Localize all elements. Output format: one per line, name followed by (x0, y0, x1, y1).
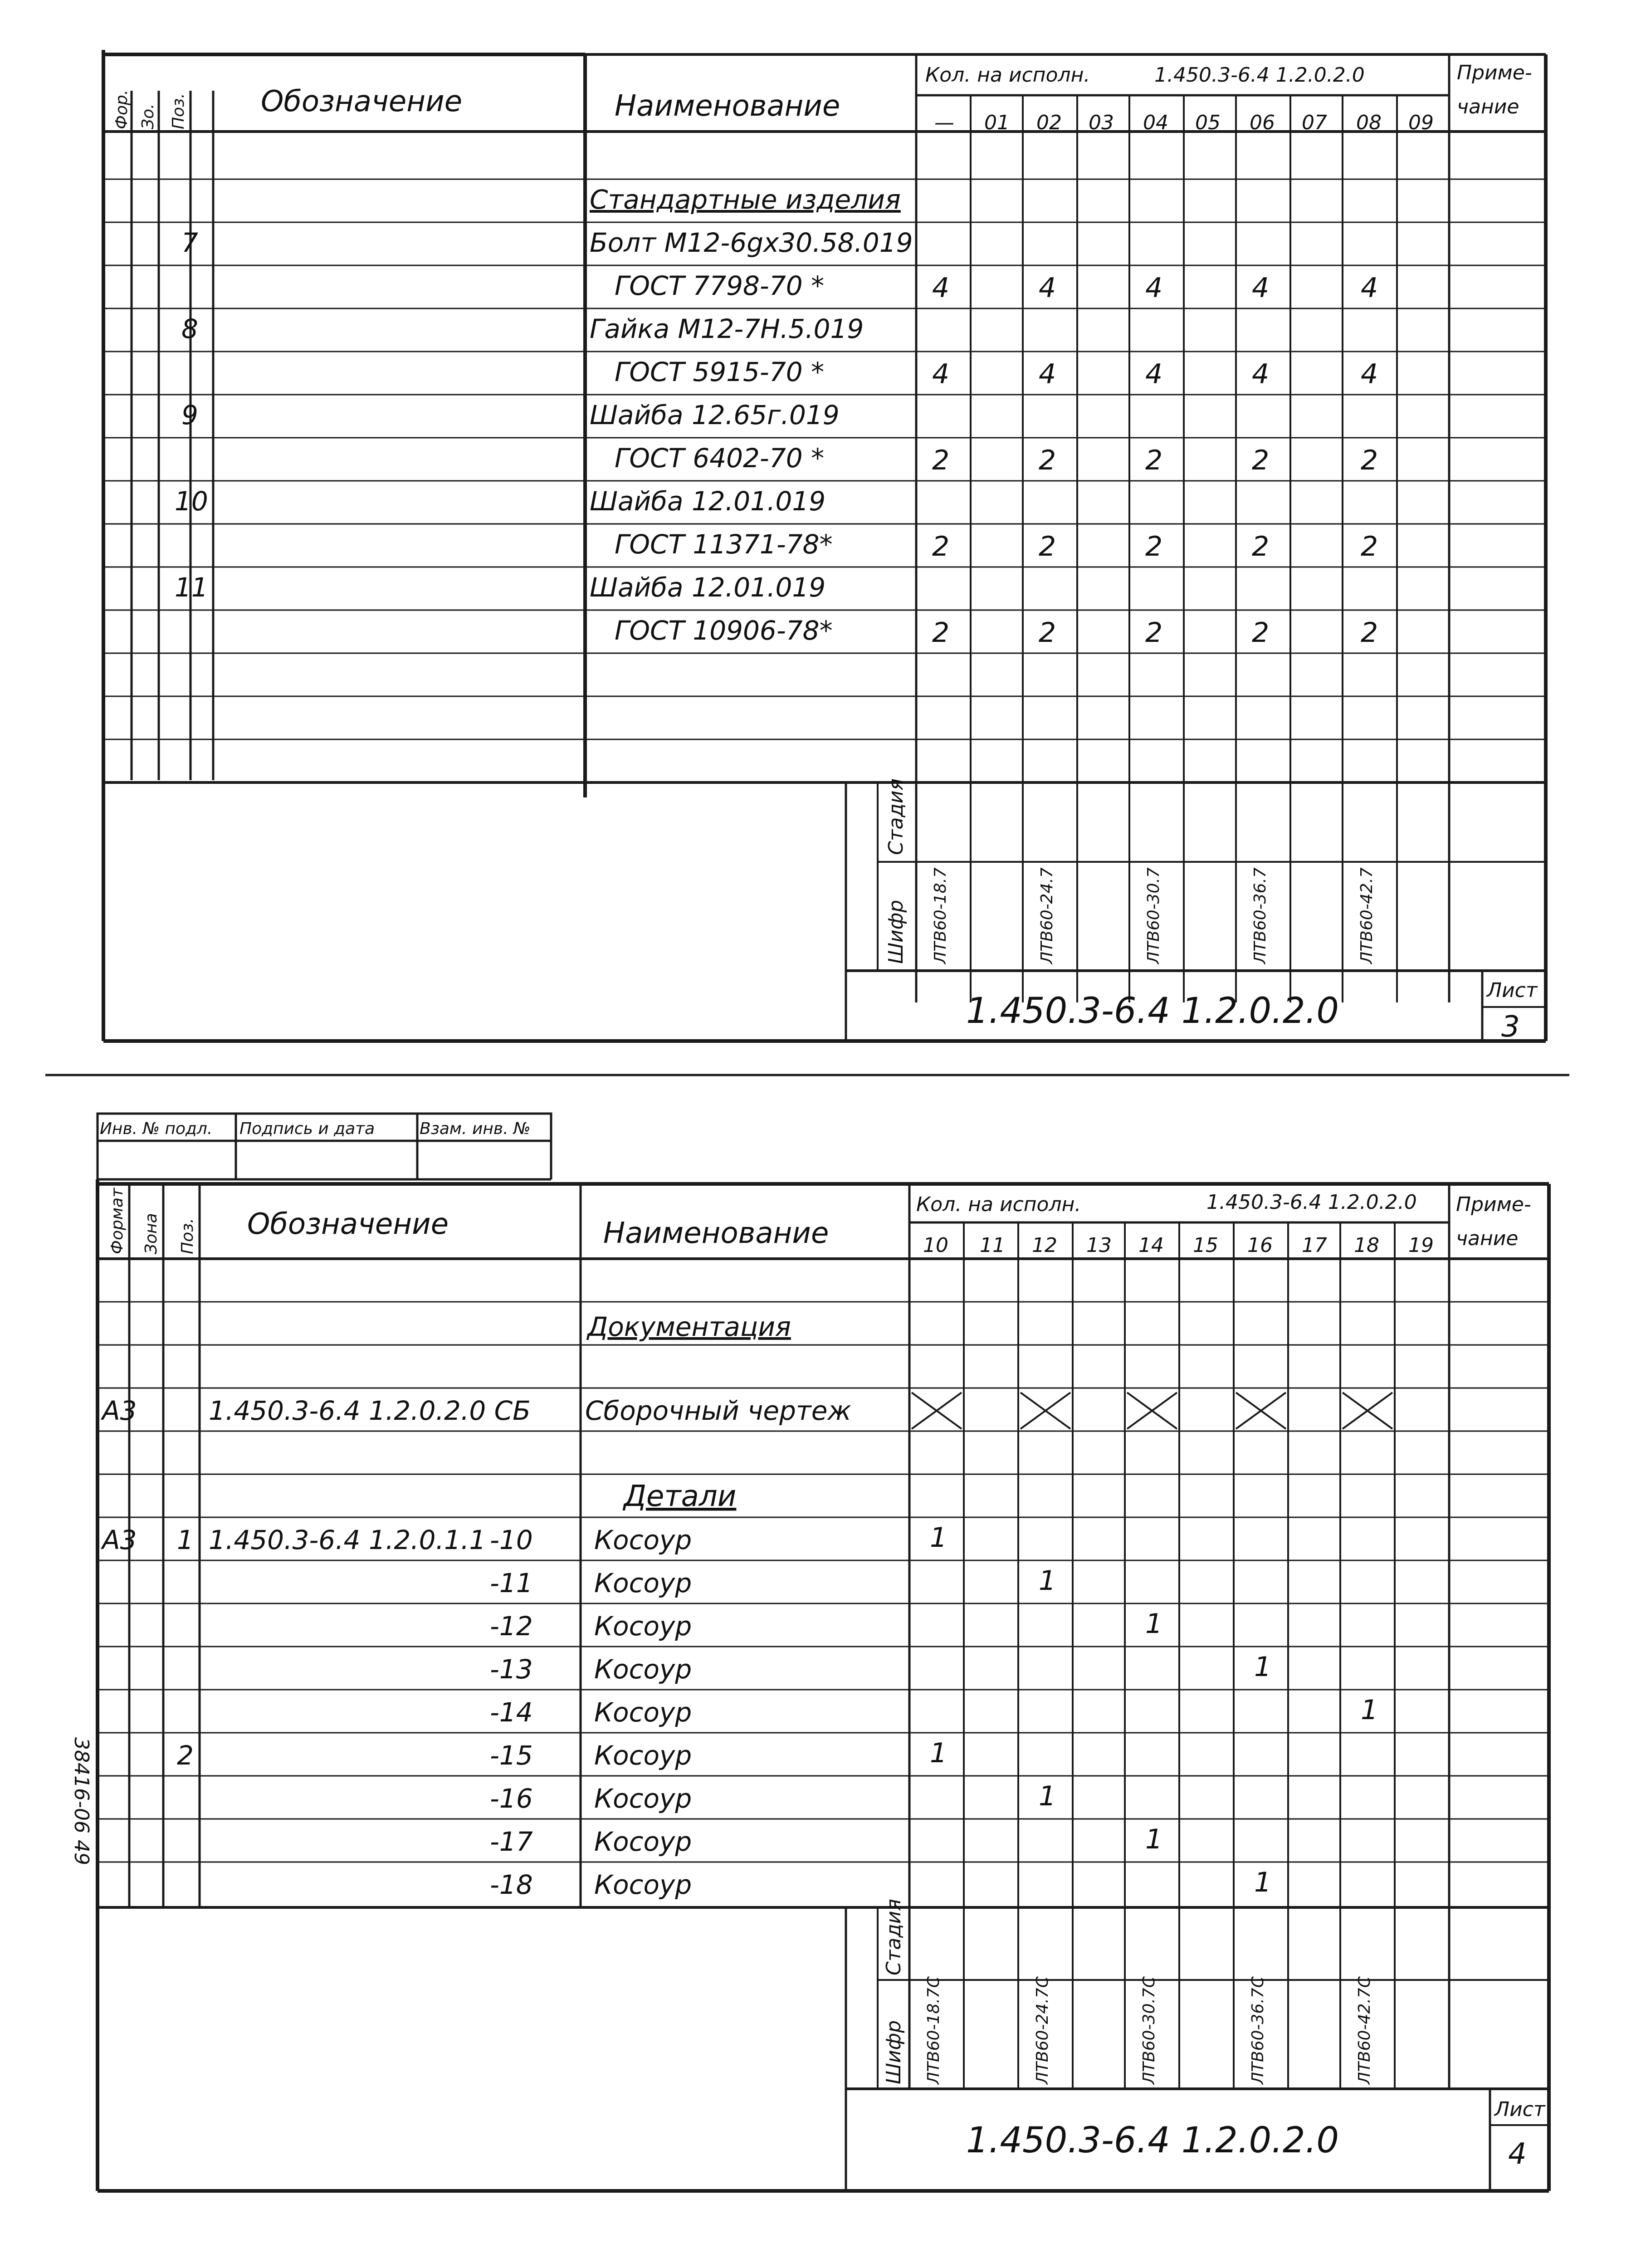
document-number: 1.450.3-6.4 1.2.0.2.0 (966, 2120, 1339, 2161)
qty: 4 (1039, 272, 1056, 304)
qty: 2 (932, 445, 950, 476)
exec-col-header: 12 (1032, 1234, 1057, 1257)
inventory-stamp (98, 1114, 551, 1179)
exec-col-header: 19 (1408, 1234, 1434, 1257)
exec-col-header: 02 (1036, 111, 1062, 134)
stamp-vzam: Взам. инв. № (420, 1119, 531, 1138)
row-pos: 10 (175, 486, 208, 517)
exec-col-header: 07 (1302, 111, 1327, 134)
list-label: Лист (1487, 979, 1538, 1002)
qty: 1 (1361, 1694, 1378, 1726)
row-name: Сборочный чертеж (585, 1395, 851, 1426)
doc-row (100, 1395, 851, 1426)
row-name: Болт М12-6gх30.58.019 (590, 227, 913, 258)
shifr-code: ЛТВ60-42.7 (1358, 867, 1376, 964)
row-pos: 7 (181, 227, 198, 258)
list-number: 4 (1508, 2137, 1527, 2171)
qty: 2 (1145, 617, 1163, 649)
qty: 1 (1145, 1823, 1163, 1855)
stamp-inv-podl: Инв. № подл. (100, 1119, 213, 1138)
shifr-codes (931, 867, 1376, 965)
assembly-drawing-crosses (912, 1393, 1392, 1429)
shifr-code: ЛТВ60-24.7 (1038, 867, 1056, 964)
kol-code: 1.450.3-6.4 1.2.0.2.0 (1206, 1191, 1417, 1214)
kol-label: Кол. на исполн. (925, 64, 1090, 87)
row-suffix: -15 (490, 1740, 533, 1771)
qty: 4 (1361, 358, 1378, 390)
shifr-code: ЛТВ60-42.7С (1355, 1976, 1374, 2084)
spec-row (175, 572, 833, 646)
qty: 2 (932, 617, 950, 649)
exec-col-header: 03 (1089, 111, 1114, 134)
spec-row (181, 227, 913, 301)
qty: 4 (1145, 272, 1163, 304)
part-row (490, 1651, 1271, 1685)
exec-col-header: 05 (1195, 111, 1221, 134)
row-suffix: -12 (490, 1611, 533, 1642)
qty: 4 (932, 272, 950, 304)
qty: 2 (1145, 445, 1163, 476)
shifr-code: ЛТВ60-36.7С (1249, 1976, 1267, 2084)
shifr-codes (924, 1976, 1374, 2085)
row-pos: 11 (175, 572, 208, 603)
qty: 4 (1145, 358, 1163, 390)
row-name: Косоур (594, 1611, 692, 1642)
qty: 1 (1254, 1867, 1272, 1898)
shifr-code: ЛТВ60-18.7С (924, 1976, 943, 2084)
qty: 4 (1252, 272, 1270, 304)
stadia-label: Стадия (884, 778, 908, 855)
qty: 1 (1254, 1651, 1272, 1683)
qty: 2 (1252, 531, 1270, 562)
margin-stamp: 38416-06 49 (70, 1737, 93, 1865)
part-row (490, 1608, 1162, 1642)
stamp-podpis: Подпись и дата (239, 1119, 375, 1138)
qty: 1 (1039, 1780, 1056, 1812)
row-name: Шайба 12.01.019 (590, 572, 826, 603)
parts-format: А3 (102, 1525, 137, 1555)
exec-col-header: 06 (1250, 111, 1275, 134)
row-suffix: -16 (490, 1783, 533, 1814)
col-format-label: Фор. (112, 89, 131, 129)
row-name: Гайка М12-7Н.5.019 (590, 313, 864, 344)
row-lines (103, 179, 1546, 782)
qty: 2 (1252, 617, 1270, 649)
part-row (177, 1737, 947, 1771)
parts-base-designation: 1.450.3-6.4 1.2.0.1.1 (209, 1525, 486, 1555)
qty: 1 (930, 1737, 947, 1769)
qty: 2 (1039, 531, 1056, 562)
qty: 1 (1145, 1608, 1163, 1640)
qty: 2 (1361, 617, 1378, 649)
stadia-label: Стадия (882, 1899, 905, 1975)
row-name: Косоур (594, 1568, 692, 1598)
qty: 4 (1252, 358, 1270, 390)
col-format-label: Формат (108, 1188, 127, 1254)
parts-rows (177, 1522, 1378, 1900)
row-name: Косоур (594, 1654, 692, 1685)
row-format: А3 (102, 1395, 137, 1426)
row-gost: ГОСТ 5915-70 * (615, 357, 825, 387)
qty: 2 (932, 531, 950, 562)
row-name: Косоур (594, 1740, 692, 1771)
prim-label-1: Приме- (1456, 1193, 1531, 1216)
kol-code: 1.450.3-6.4 1.2.0.2.0 (1154, 64, 1365, 87)
spec-row (181, 313, 864, 387)
shifr-code: ЛТВ60-30.7С (1140, 1976, 1158, 2084)
row-gost: ГОСТ 11371-78* (615, 529, 833, 560)
exec-col-header: 01 (984, 111, 1010, 134)
qty: 4 (1039, 358, 1056, 390)
exec-col-header: 18 (1354, 1234, 1379, 1257)
col-pos-label: Поз. (169, 93, 188, 129)
part-row (490, 1867, 1271, 1900)
part-row (490, 1823, 1162, 1857)
qty: 1 (930, 1522, 947, 1554)
row-suffix: -11 (490, 1568, 533, 1598)
exec-col-header: 08 (1356, 111, 1382, 134)
qty-column-lines (971, 54, 1449, 1002)
row-lines (98, 1302, 1549, 1907)
row-suffix: -10 (490, 1525, 533, 1555)
section-documentation: Документация (587, 1311, 791, 1342)
shifr-label: Шифр (882, 2020, 905, 2084)
list-number: 3 (1501, 1010, 1520, 1044)
row-name: Косоур (594, 1525, 692, 1555)
qty: 1 (1039, 1565, 1056, 1597)
row-pos: 9 (181, 400, 198, 430)
exec-col-header: 15 (1193, 1234, 1218, 1257)
document-number: 1.450.3-6.4 1.2.0.2.0 (966, 991, 1339, 1031)
qty: 4 (932, 358, 950, 390)
col-zona-label: Зона (142, 1213, 161, 1254)
row-gost: ГОСТ 7798-70 * (615, 270, 825, 301)
exec-col-header: 04 (1143, 111, 1168, 134)
qty: 2 (1039, 617, 1056, 649)
sheet-3 (103, 50, 1546, 1044)
section-standard-items: Стандартные изделия (590, 184, 901, 215)
row-gost: ГОСТ 10906-78* (615, 615, 833, 646)
prim-label-2: чание (1457, 95, 1519, 118)
shifr-code: ЛТВ60-36.7 (1251, 867, 1270, 964)
exec-col-header: 11 (980, 1234, 1005, 1257)
qty: 4 (1361, 272, 1378, 304)
row-name: Косоур (594, 1783, 692, 1814)
shifr-code: ЛТВ60-30.7 (1144, 867, 1163, 964)
kol-label: Кол. на исполн. (916, 1193, 1081, 1216)
row-pos: 8 (181, 313, 198, 344)
section-parts: Детали (624, 1480, 737, 1513)
row-name: Косоур (594, 1869, 692, 1900)
col-naimenovanie-label: Наименование (615, 89, 840, 123)
prim-label-2: чание (1456, 1227, 1519, 1250)
qty: 2 (1145, 531, 1163, 562)
exec-col-header: 16 (1247, 1234, 1273, 1257)
exec-col-header: 10 (923, 1234, 948, 1257)
col-pos-label: Поз. (178, 1218, 197, 1254)
exec-col-header: 14 (1138, 1234, 1164, 1257)
qty: 2 (1361, 531, 1378, 562)
qty: 2 (1361, 445, 1378, 476)
list-label: Лист (1494, 2098, 1545, 2121)
row-pos: 1 (177, 1525, 194, 1555)
qty: 2 (1252, 445, 1270, 476)
exec-col-header: 17 (1302, 1234, 1327, 1257)
exec-col-header: — (934, 111, 954, 134)
part-row (490, 1780, 1056, 1814)
row-name: Косоур (594, 1697, 692, 1728)
part-row (490, 1694, 1378, 1728)
row-suffix: -14 (490, 1697, 533, 1728)
row-suffix: -13 (490, 1654, 533, 1685)
col-zona-label: Зо. (139, 103, 157, 129)
exec-col-header: 13 (1086, 1234, 1112, 1257)
shifr-code: ЛТВ60-24.7С (1033, 1976, 1052, 2084)
row-name: Шайба 12.65г.019 (590, 400, 840, 430)
prim-label-1: Приме- (1457, 61, 1532, 84)
sheet-4 (70, 1114, 1549, 2191)
row-designation: 1.450.3-6.4 1.2.0.2.0 СБ (209, 1395, 531, 1426)
qty-column-lines (964, 1184, 1449, 2089)
spec-row (175, 486, 833, 560)
col-oboznachenie-label: Обозначение (261, 85, 463, 118)
spec-row (181, 400, 840, 474)
row-pos: 2 (177, 1740, 194, 1771)
exec-col-header: 09 (1408, 111, 1434, 134)
row-suffix: -18 (490, 1869, 533, 1900)
qty: 2 (1039, 445, 1056, 476)
col-oboznachenie-label: Обозначение (247, 1207, 449, 1241)
shifr-code: ЛТВ60-18.7 (931, 867, 950, 964)
shifr-label: Шифр (884, 899, 908, 964)
row-name: Шайба 12.01.019 (590, 486, 826, 517)
part-row (490, 1565, 1056, 1598)
row-gost: ГОСТ 6402-70 * (615, 443, 825, 474)
col-naimenovanie-label: Наименование (603, 1217, 829, 1250)
row-name: Косоур (594, 1826, 692, 1857)
row-suffix: -17 (490, 1826, 533, 1857)
qty-cells (932, 272, 1378, 649)
